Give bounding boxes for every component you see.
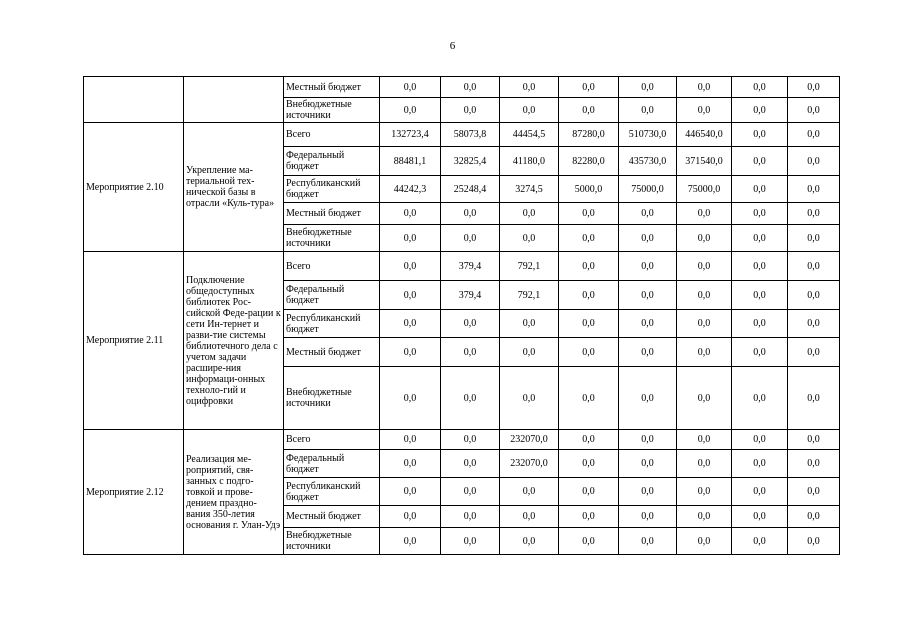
value-cell: 0,0 — [559, 506, 619, 528]
value-cell: 232070,0 — [500, 450, 559, 478]
value-cell: 0,0 — [732, 123, 788, 147]
event-description-cell: Реализация ме-роприятий, свя-занных с подго-товкой и прове-дением праздно-вания 350-летия основания г. Улан-Удэ — [184, 430, 284, 555]
value-cell: 0,0 — [441, 338, 500, 367]
value-cell: 0,0 — [380, 252, 441, 281]
value-cell: 0,0 — [380, 506, 441, 528]
value-cell: 0,0 — [380, 450, 441, 478]
event-name-cell: Мероприятие 2.10 — [84, 123, 184, 252]
value-cell: 3274,5 — [500, 176, 559, 203]
table-row — [84, 252, 840, 281]
value-cell: 0,0 — [559, 203, 619, 225]
funding-source-cell: Федеральный бюджет — [284, 147, 380, 176]
value-cell: 0,0 — [559, 252, 619, 281]
funding-source-cell: Федеральный бюджет — [284, 281, 380, 310]
value-cell: 0,0 — [788, 123, 840, 147]
funding-source-cell: Местный бюджет — [284, 506, 380, 528]
table-row — [84, 430, 840, 450]
value-cell: 0,0 — [788, 147, 840, 176]
value-cell: 0,0 — [732, 98, 788, 123]
value-cell: 82280,0 — [559, 147, 619, 176]
value-cell: 0,0 — [677, 252, 732, 281]
funding-source-cell: Всего — [284, 252, 380, 281]
value-cell: 58073,8 — [441, 123, 500, 147]
value-cell: 0,0 — [788, 478, 840, 506]
value-cell: 0,0 — [677, 77, 732, 98]
value-cell: 0,0 — [732, 281, 788, 310]
value-cell: 25248,4 — [441, 176, 500, 203]
value-cell: 0,0 — [677, 528, 732, 555]
event-name-cell — [84, 77, 184, 123]
value-cell: 0,0 — [500, 528, 559, 555]
value-cell: 0,0 — [441, 225, 500, 252]
value-cell: 0,0 — [677, 430, 732, 450]
value-cell: 0,0 — [788, 450, 840, 478]
value-cell: 0,0 — [619, 203, 677, 225]
value-cell: 0,0 — [380, 225, 441, 252]
value-cell: 379,4 — [441, 281, 500, 310]
value-cell: 0,0 — [500, 77, 559, 98]
value-cell: 0,0 — [441, 430, 500, 450]
value-cell: 0,0 — [500, 367, 559, 430]
value-cell: 0,0 — [619, 310, 677, 338]
value-cell: 41180,0 — [500, 147, 559, 176]
value-cell: 0,0 — [441, 77, 500, 98]
funding-source-cell: Местный бюджет — [284, 203, 380, 225]
value-cell: 0,0 — [788, 338, 840, 367]
value-cell: 0,0 — [559, 98, 619, 123]
funding-source-cell: Республиканский бюджет — [284, 478, 380, 506]
value-cell: 232070,0 — [500, 430, 559, 450]
value-cell: 0,0 — [500, 98, 559, 123]
value-cell: 5000,0 — [559, 176, 619, 203]
value-cell: 0,0 — [677, 367, 732, 430]
value-cell: 0,0 — [732, 450, 788, 478]
value-cell: 0,0 — [380, 367, 441, 430]
value-cell: 0,0 — [619, 506, 677, 528]
funding-source-cell: Внебюджетные источники — [284, 528, 380, 555]
funding-source-cell: Республиканский бюджет — [284, 176, 380, 203]
value-cell: 0,0 — [788, 225, 840, 252]
value-cell: 0,0 — [559, 430, 619, 450]
value-cell: 0,0 — [788, 77, 840, 98]
value-cell: 0,0 — [441, 98, 500, 123]
funding-source-cell: Всего — [284, 430, 380, 450]
value-cell: 371540,0 — [677, 147, 732, 176]
value-cell: 44454,5 — [500, 123, 559, 147]
value-cell: 0,0 — [732, 176, 788, 203]
value-cell: 0,0 — [732, 506, 788, 528]
value-cell: 0,0 — [788, 310, 840, 338]
funding-source-cell: Республиканский бюджет — [284, 310, 380, 338]
value-cell: 0,0 — [788, 176, 840, 203]
value-cell: 510730,0 — [619, 123, 677, 147]
value-cell: 0,0 — [559, 77, 619, 98]
event-name-cell: Мероприятие 2.12 — [84, 430, 184, 555]
table-body — [84, 77, 840, 555]
value-cell: 0,0 — [619, 338, 677, 367]
value-cell: 792,1 — [500, 281, 559, 310]
value-cell: 0,0 — [559, 367, 619, 430]
value-cell: 75000,0 — [677, 176, 732, 203]
page-number: 6 — [449, 40, 456, 52]
value-cell: 0,0 — [788, 281, 840, 310]
value-cell: 0,0 — [732, 338, 788, 367]
value-cell: 75000,0 — [619, 176, 677, 203]
value-cell: 0,0 — [788, 506, 840, 528]
value-cell: 0,0 — [441, 528, 500, 555]
value-cell: 88481,1 — [380, 147, 441, 176]
value-cell: 0,0 — [441, 367, 500, 430]
table-row — [84, 123, 840, 147]
value-cell: 0,0 — [677, 281, 732, 310]
value-cell: 0,0 — [677, 310, 732, 338]
funding-source-cell: Внебюджетные источники — [284, 367, 380, 430]
value-cell: 0,0 — [677, 203, 732, 225]
event-description-cell: Подключение общедоступных библиотек Рос-сийской Феде-рации к сети Ин-тернет и разви-тие системы библиотечного дела с учетом задачи расшире-ния информаци-онных техноло-гий и оцифровки — [184, 252, 284, 430]
value-cell: 0,0 — [788, 367, 840, 430]
value-cell: 0,0 — [732, 225, 788, 252]
value-cell: 0,0 — [732, 528, 788, 555]
value-cell: 0,0 — [441, 450, 500, 478]
funding-source-cell: Местный бюджет — [284, 77, 380, 98]
value-cell: 0,0 — [732, 77, 788, 98]
value-cell: 0,0 — [677, 225, 732, 252]
value-cell: 0,0 — [619, 225, 677, 252]
value-cell: 0,0 — [380, 98, 441, 123]
budget-table — [83, 76, 840, 555]
value-cell: 0,0 — [732, 430, 788, 450]
event-description-cell — [184, 77, 284, 123]
value-cell: 0,0 — [619, 252, 677, 281]
event-name-cell: Мероприятие 2.11 — [84, 252, 184, 430]
value-cell: 0,0 — [732, 252, 788, 281]
value-cell: 0,0 — [732, 147, 788, 176]
value-cell: 0,0 — [380, 430, 441, 450]
value-cell: 0,0 — [732, 310, 788, 338]
value-cell: 435730,0 — [619, 147, 677, 176]
value-cell: 0,0 — [500, 225, 559, 252]
funding-source-cell: Внебюджетные источники — [284, 98, 380, 123]
value-cell: 0,0 — [677, 98, 732, 123]
value-cell: 0,0 — [619, 77, 677, 98]
value-cell: 0,0 — [380, 203, 441, 225]
value-cell: 0,0 — [500, 310, 559, 338]
value-cell: 0,0 — [441, 203, 500, 225]
value-cell: 0,0 — [441, 478, 500, 506]
value-cell: 44242,3 — [380, 176, 441, 203]
value-cell: 0,0 — [788, 98, 840, 123]
value-cell: 0,0 — [619, 478, 677, 506]
value-cell: 0,0 — [380, 310, 441, 338]
value-cell: 0,0 — [500, 203, 559, 225]
value-cell: 0,0 — [677, 338, 732, 367]
value-cell: 0,0 — [380, 338, 441, 367]
value-cell: 132723,4 — [380, 123, 441, 147]
value-cell: 0,0 — [380, 478, 441, 506]
funding-source-cell: Федеральный бюджет — [284, 450, 380, 478]
value-cell: 0,0 — [619, 98, 677, 123]
table-row — [84, 77, 840, 98]
value-cell: 0,0 — [559, 450, 619, 478]
value-cell: 0,0 — [788, 203, 840, 225]
value-cell: 0,0 — [788, 528, 840, 555]
value-cell: 0,0 — [619, 367, 677, 430]
value-cell: 0,0 — [441, 310, 500, 338]
funding-source-cell: Внебюджетные источники — [284, 225, 380, 252]
value-cell: 0,0 — [559, 225, 619, 252]
value-cell: 0,0 — [380, 281, 441, 310]
value-cell: 0,0 — [380, 77, 441, 98]
value-cell: 32825,4 — [441, 147, 500, 176]
value-cell: 0,0 — [677, 478, 732, 506]
value-cell: 0,0 — [500, 506, 559, 528]
value-cell: 0,0 — [788, 252, 840, 281]
funding-source-cell: Всего — [284, 123, 380, 147]
value-cell: 792,1 — [500, 252, 559, 281]
value-cell: 0,0 — [559, 338, 619, 367]
value-cell: 0,0 — [380, 528, 441, 555]
value-cell: 0,0 — [441, 506, 500, 528]
value-cell: 0,0 — [619, 450, 677, 478]
value-cell: 0,0 — [500, 478, 559, 506]
value-cell: 446540,0 — [677, 123, 732, 147]
value-cell: 0,0 — [500, 338, 559, 367]
value-cell: 0,0 — [788, 430, 840, 450]
value-cell: 87280,0 — [559, 123, 619, 147]
value-cell: 0,0 — [732, 367, 788, 430]
funding-source-cell: Местный бюджет — [284, 338, 380, 367]
value-cell: 0,0 — [559, 528, 619, 555]
value-cell: 0,0 — [677, 506, 732, 528]
value-cell: 0,0 — [677, 450, 732, 478]
value-cell: 0,0 — [619, 528, 677, 555]
value-cell: 0,0 — [732, 478, 788, 506]
value-cell: 0,0 — [619, 430, 677, 450]
value-cell: 379,4 — [441, 252, 500, 281]
value-cell: 0,0 — [559, 310, 619, 338]
value-cell: 0,0 — [732, 203, 788, 225]
event-description-cell: Укрепление ма-териальной тех-нической базы в отрасли «Куль-тура» — [184, 123, 284, 252]
value-cell: 0,0 — [559, 478, 619, 506]
value-cell: 0,0 — [619, 281, 677, 310]
value-cell: 0,0 — [559, 281, 619, 310]
